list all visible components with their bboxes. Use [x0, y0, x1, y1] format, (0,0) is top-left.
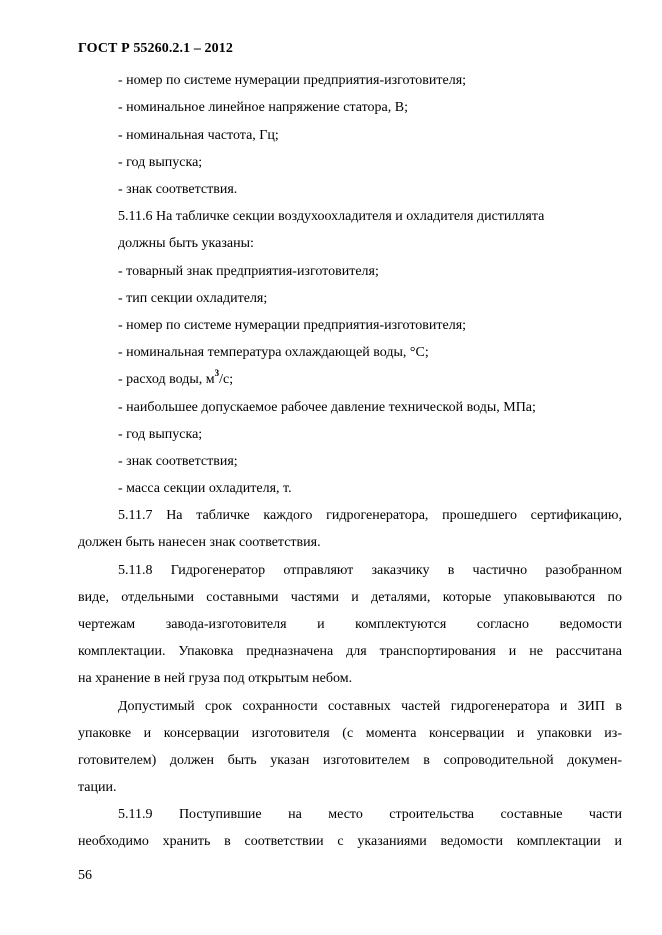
list-item: - номинальная частота, Гц; [118, 128, 279, 143]
list-item: - номер по системе нумерации предприятия-изготовителя; [118, 318, 467, 333]
document-header: ГОСТ Р 55260.2.1 – 2012 [78, 41, 233, 56]
list-item: - номинальное линейное напряжение статора, В; [118, 100, 408, 115]
paragraph-line: тации. [78, 780, 117, 795]
list-item: - номинальная температура охлаждающей воды, °С; [118, 345, 429, 360]
paragraph-line: 5.11.6 На табличке секции воздухоохладителя и охладителя дистиллята [118, 209, 545, 224]
list-item: - год выпуска; [118, 427, 203, 442]
paragraph-line: 5.11.7 На табличке каждого гидрогенератора, прошедшего сертификацию, [118, 508, 622, 523]
superscript: 3 [214, 368, 220, 379]
list-item-text: /с; [219, 372, 234, 387]
list-item-text: - расход воды, м [118, 372, 215, 387]
list-item: - номер по системе нумерации предприятия-изготовителя; [118, 73, 467, 88]
paragraph-line: должны быть указаны: [118, 236, 254, 251]
paragraph-line: 5.11.9 Поступившие на место строительства составные части [118, 807, 622, 822]
paragraph-line: на хранение в ней груза под открытым небом. [78, 671, 353, 686]
paragraph-line: виде, отдельными составными частями и деталями, которые упаковываются по [78, 590, 622, 605]
list-item: - год выпуска; [118, 155, 203, 170]
list-item: - знак соответствия. [118, 182, 238, 197]
list-item: - тип секции охладителя; [118, 291, 268, 306]
paragraph-line: 5.11.8 Гидрогенератор отправляют заказчику в частично разобранном [118, 563, 622, 578]
paragraph-line: упаковке и консервации изготовителя (с момента консервации и упаковки из- [78, 726, 622, 741]
list-item: - масса секции охладителя, т. [118, 481, 292, 496]
list-item: - наибольшее допускаемое рабочее давление технической воды, МПа; [118, 400, 536, 415]
paragraph-line: Допустимый срок сохранности составных частей гидрогенератора и ЗИП в [118, 699, 622, 714]
paragraph-line: комплектации. Упаковка предназначена для транспортирования и не рассчитана [78, 644, 622, 659]
list-item: - знак соответствия; [118, 454, 238, 469]
paragraph-line: необходимо хранить в соответствии с указаниями ведомости комплектации и [78, 834, 622, 849]
paragraph-line: должен быть нанесен знак соответствия. [78, 535, 321, 550]
paragraph-line: чертежам завода-изготовителя и комплектуются согласно ведомости [78, 617, 622, 632]
list-item [118, 368, 234, 388]
page-number: 56 [78, 868, 92, 883]
paragraph-line: готовителем) должен быть указан изготовителем в сопроводительной докумен- [78, 753, 622, 768]
list-item: - товарный знак предприятия-изготовителя; [118, 264, 379, 279]
